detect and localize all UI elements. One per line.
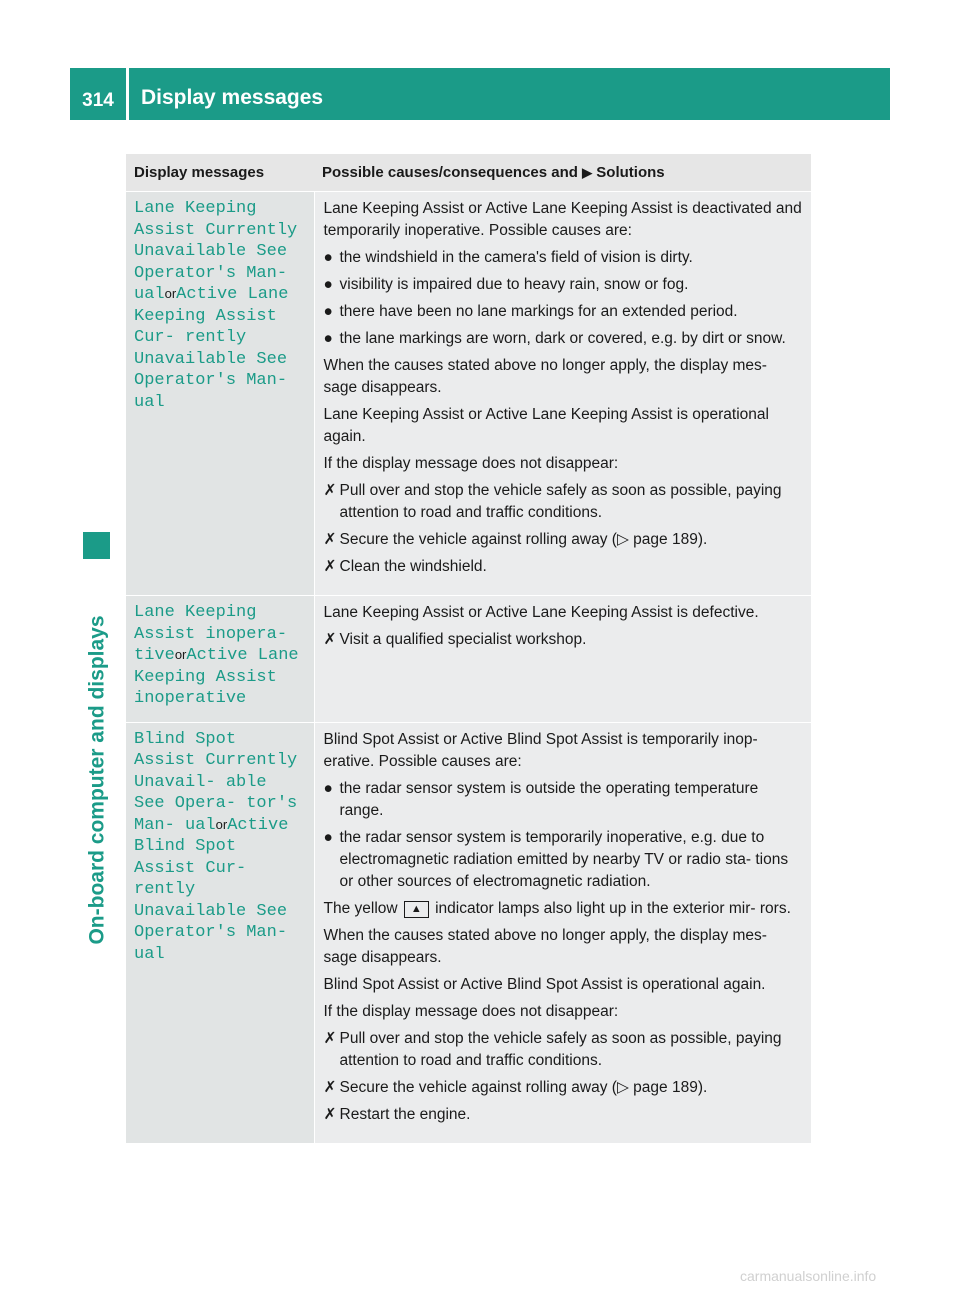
message-cell: Lane Keeping Assist inopera‐ tiveorActive Lane Keeping Assist inoperative <box>126 596 314 723</box>
step-arrow-icon: ✗ <box>323 482 337 499</box>
solution-step: ✗ Secure the vehicle against rolling away (▷ page 189). <box>324 529 804 551</box>
section-side-label: On-board computer and displays <box>86 615 109 945</box>
bullet-icon: ● <box>323 249 333 266</box>
list-item: ● there have been no lane markings for an extended period. <box>324 301 804 323</box>
solution-cell: Lane Keeping Assist or Active Lane Keeping Assist is defective. ✗ Visit a qualified specialist workshop. <box>314 596 811 723</box>
solution-step: ✗ Pull over and stop the vehicle safely as soon as possible, paying attention to road and traffic conditions. <box>323 482 782 521</box>
display-message-text: Active Blind Spot Assist Cur‐ rently Unavailable See Operator's Man‐ ual <box>134 815 289 964</box>
display-messages-table <box>126 154 811 1143</box>
display-message-text: Blind Spot Assist Currently Unavail‐ able See Opera‐ tor's Man‐ ual <box>134 729 298 835</box>
list-item: ● the radar sensor system is temporarily inoperative, e.g. due to electromagnetic radiation emitted by nearby TV or radio sta‐ tions or other sources of electromagnetic radiation. <box>323 828 789 890</box>
header-divider <box>126 68 129 120</box>
bullet-icon: ● <box>323 330 333 347</box>
display-message-text: Active Lane Keeping Assist inoperative <box>134 646 299 708</box>
solution-step: ✗ Restart the engine. <box>324 1104 804 1126</box>
list-item: ● the lane markings are worn, dark or covered, e.g. by dirt or snow. <box>324 328 804 350</box>
solution-step: ✗ Clean the windshield. <box>324 556 804 578</box>
solution-arrow-icon: ▶ <box>582 165 593 180</box>
bullet-icon: ● <box>323 276 333 293</box>
bullet-icon: ● <box>323 779 333 797</box>
message-cell: Blind Spot Assist Currently Unavail‐ able See Opera‐ tor's Man‐ ualorActive Blind Spot Assist Cur‐ rently Unavailable See Operator's Man‐ ual <box>126 722 314 1143</box>
page-number: 314 <box>82 90 114 111</box>
step-arrow-icon: ✗ <box>323 531 337 548</box>
page-title: Display messages <box>141 86 324 109</box>
column-header-messages: Display messages <box>126 154 314 192</box>
bullet-icon: ● <box>323 828 333 846</box>
display-message-text: Lane Keeping Assist Currently Unavailable See Operator's Man‐ ual <box>134 199 298 304</box>
column-header-solutions: Possible causes/consequences and ▶ Solutions <box>314 154 811 192</box>
step-arrow-icon: ✗ <box>323 1105 337 1123</box>
blind-spot-lamp-icon: ▲ <box>404 901 429 918</box>
list-item: ● visibility is impaired due to heavy rain, snow or fog. <box>324 274 804 296</box>
table-row <box>126 192 811 596</box>
page-reference[interactable]: page 189). <box>633 531 708 548</box>
solution-cell: Blind Spot Assist or Active Blind Spot Assist is temporarily inop‐ erative. Possible causes are: ● the radar sensor system is outside the operating temperature range. ● the radar sensor system is temporarily inoperative, e.g. due to electromagnetic radiation emitted by nearby TV or radio sta‐ tions or other sources of electromagnetic radiation. The yellow ▲ indicator lamps also light up in the exterior mir‐ rors. When the causes stated above no longer apply, the display mes‐ sage disappears. Blind Spot Assist or Active Blind Spot Assist is operational again. If the display message does not disappear: ✗ Pull over and stop the vehicle safely as soon as possible, paying attention to road and traffic conditions. ✗ Secure the vehicle against rolling away (▷ page 189). ✗ Restart the engine. <box>314 722 811 1143</box>
page-reference[interactable]: page 189). <box>633 1078 708 1096</box>
display-message-text: Lane Keeping Assist inopera‐ tive <box>134 603 288 665</box>
table-header <box>126 154 811 192</box>
section-marker <box>83 532 110 559</box>
step-arrow-icon: ✗ <box>323 1078 337 1096</box>
step-arrow-icon: ✗ <box>323 1029 337 1047</box>
step-arrow-icon: ✗ <box>323 631 337 648</box>
table-row <box>126 722 811 1143</box>
page-ref-icon: ▷ <box>616 531 629 548</box>
footer-watermark: carmanualsonline.info <box>740 1268 877 1284</box>
list-item: ● the windshield in the camera's field of vision is dirty. <box>324 247 804 269</box>
display-message-text: Active Lane Keeping Assist Cur‐ rently Unavailable See Operator's Man‐ ual <box>134 285 289 412</box>
bullet-icon: ● <box>323 303 333 320</box>
table-row <box>126 596 811 723</box>
solution-cell: Lane Keeping Assist or Active Lane Keeping Assist is deactivated and temporarily inoperative. Possible causes are: ● the windshield in the camera's field of vision is dirty. ● visibility is impaired due to heavy rain, snow or fog. ● there have been no lane markings for an extended period. ● the lane markings are worn, dark or covered, e.g. by dirt or snow. When the causes stated above no longer apply, the display mes‐ sage disappears. Lane Keeping Assist or Active Lane Keeping Assist is operational again. If the display message does not disappear: ✗ Pull over and stop the vehicle safely as soon as possible, paying attention to road and traffic conditions. ✗ Secure the vehicle against rolling away (▷ page 189). ✗ Clean the windshield. <box>314 192 811 596</box>
solution-step: ✗ Visit a qualified specialist workshop. <box>324 629 804 651</box>
solution-step: ✗ Secure the vehicle against rolling away (▷ page 189). <box>324 1077 804 1099</box>
solution-step: ✗ Pull over and stop the vehicle safely as soon as possible, paying attention to road and traffic conditions. <box>323 1029 782 1069</box>
list-item: ● the radar sensor system is outside the operating temperature range. <box>323 779 759 819</box>
page-ref-icon: ▷ <box>616 1078 629 1096</box>
message-cell: Lane Keeping Assist Currently Unavailable See Operator's Man‐ ualorActive Lane Keeping Assist Cur‐ rently Unavailable See Operator's Man‐ ual <box>126 192 314 596</box>
step-arrow-icon: ✗ <box>323 558 337 575</box>
